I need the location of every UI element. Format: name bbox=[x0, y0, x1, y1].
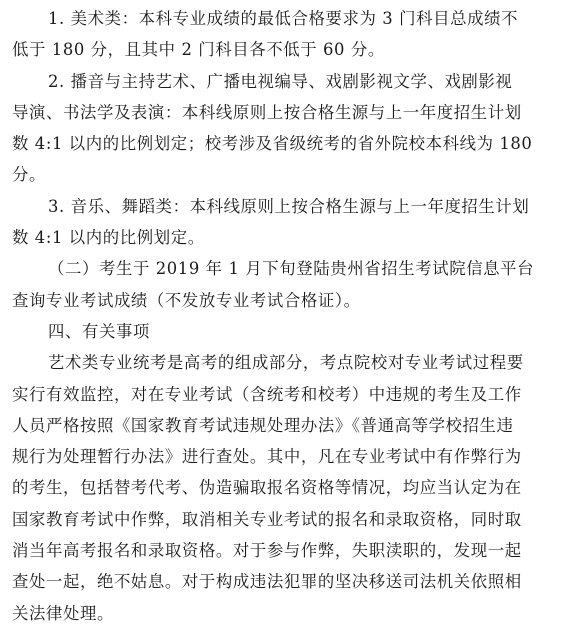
text-line: 分。 bbox=[12, 165, 46, 185]
text-line: 消当年高考报名和录取资格。对于参与作弊，失职渎职的，发现一起 bbox=[12, 541, 522, 561]
text-line: 的考生，包括替考代考、伪造骗取报名资格等情况，均应当认定为在 bbox=[12, 478, 522, 498]
text-line: 3. 音乐、舞蹈类：本科线原则上按合格生源与上一年度招生计划 bbox=[48, 196, 530, 216]
text-line: 查处一起，绝不姑息。对于构成违法犯罪的坚决移送司法机关依照相 bbox=[12, 572, 522, 592]
document-body bbox=[12, 3, 554, 629]
text-line: 导演、书法学及表演：本科线原则上按合格生源与上一年度招生计划 bbox=[12, 102, 522, 122]
text-line: 低于 180 分，且其中 2 门科目各不低于 60 分。 bbox=[12, 40, 385, 60]
text-line: 数 4:1 以内的比例划定。 bbox=[12, 228, 205, 248]
text-line: 关法律处理。 bbox=[12, 603, 114, 623]
text-line: 规行为处理暂行办法》进行查处。其中，凡在专业考试中有作弊行为 bbox=[12, 447, 522, 467]
text-line: 实行有效监控，对在专业考试（含统考和校考）中违规的考生及工作 bbox=[12, 384, 522, 404]
text-line: （二）考生于 2019 年 1 月下旬登陆贵州省招生考试院信息平台 bbox=[48, 259, 535, 279]
text-line: 艺术类专业统考是高考的组成部分，考点院校对专业考试过程要 bbox=[48, 353, 524, 373]
text-line: 2. 播音与主持艺术、广播电视编导、戏剧影视文学、戏剧影视 bbox=[48, 71, 513, 91]
text-line: 人员严格按照《国家教育考试违规处理办法》《普通高等学校招生违 bbox=[12, 415, 514, 435]
section-heading: 四、有关事项 bbox=[48, 321, 150, 341]
text-line: 查询专业考试成绩（不发放专业考试合格证）。 bbox=[12, 290, 361, 310]
text-line: 国家教育考试中作弊，取消相关专业考试的报名和录取资格，同时取 bbox=[12, 509, 522, 529]
text-line: 数 4:1 以内的比例划定；校考涉及省级统考的省外院校本科线为 180 bbox=[12, 134, 533, 154]
text-line: 1. 美术类：本科专业成绩的最低合格要求为 3 门科目总成绩不 bbox=[48, 9, 519, 28]
